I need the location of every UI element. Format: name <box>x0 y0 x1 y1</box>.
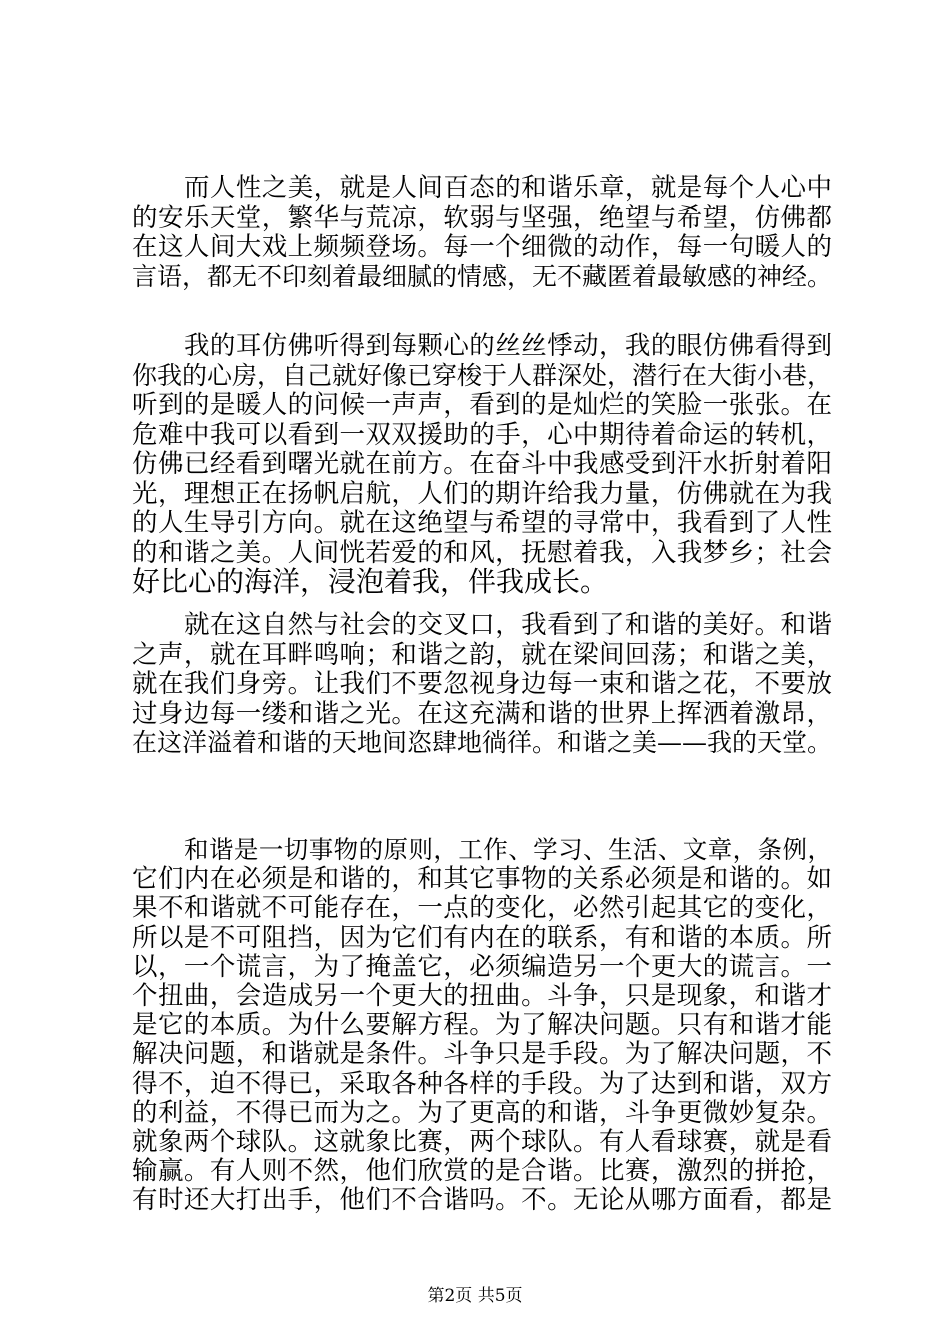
paragraph-line: 言语，都无不印刻着最细腻的情感，无不藏匿着最敏感的神经。 <box>132 262 833 291</box>
paragraph-line: 光，理想正在扬帆启航，人们的期许给我力量，仿佛就在为我 <box>132 479 832 509</box>
paragraph-line: 个扭曲，会造成另一个更大的扭曲。斗争，只是现象，和谐才 <box>132 981 832 1011</box>
paragraph-line: 所以是不可阻挡，因为它们有内在的联系，有和谐的本质。所 <box>132 923 832 953</box>
paragraph-line: 的和谐之美。人间恍若爱的和风，抚慰着我，入我梦乡；社会 <box>132 538 832 568</box>
paragraph-line: 解决问题，和谐就是条件。斗争只是手段。为了解决问题，不 <box>132 1039 832 1069</box>
paragraph-line: 得不，迫不得已，采取各种各样的手段。为了达到和谐，双方 <box>132 1069 832 1099</box>
paragraph-line: 过身边每一缕和谐之光。在这充满和谐的世界上挥洒着激昂， <box>132 699 832 729</box>
paragraph-line: 它们内在必须是和谐的，和其它事物的关系必须是和谐的。如 <box>132 864 832 894</box>
paragraph-line: 以，一个谎言，为了掩盖它，必须编造另一个更大的谎言。一 <box>132 952 832 982</box>
paragraph-line: 就在这自然与社会的交叉口，我看到了和谐的美好。和谐 <box>184 610 832 640</box>
paragraph-line: 和谐是一切事物的原则，工作、学习、生活、文章，条例， <box>184 835 832 864</box>
paragraph-line: 危难中我可以看到一双双援助的手，心中期待着命运的转机， <box>132 420 832 450</box>
paragraph-line: 在这人间大戏上频频登场。每一个细微的动作，每一句暖人的 <box>132 232 832 262</box>
paragraph-line: 在这洋溢着和谐的天地间恣肆地徜徉。和谐之美——我的天堂。 <box>132 728 833 757</box>
paragraph-line: 我的耳仿佛听得到每颗心的丝丝悸动，我的眼仿佛看得到 <box>184 331 832 361</box>
paragraph-line: 的人生导引方向。就在这绝望与希望的寻常中，我看到了人性 <box>132 508 832 538</box>
paragraph-line: 之声，就在耳畔鸣响；和谐之韵，就在梁间回荡；和谐之美， <box>132 640 832 670</box>
paragraph-line: 是它的本质。为什么要解方程。为了解决问题。只有和谐才能 <box>132 1010 832 1040</box>
paragraph-line: 仿佛已经看到曙光就在前方。在奋斗中我感受到汗水折射着阳 <box>132 449 832 479</box>
paragraph-line: 而人性之美，就是人间百态的和谐乐章，就是每个人心中 <box>184 173 832 203</box>
paragraph-line: 听到的是暖人的问候一声声，看到的是灿烂的笑脸一张张。在 <box>132 390 832 420</box>
page-footer: 第2页 共5页 <box>427 1286 523 1306</box>
paragraph-line: 有时还大打出手，他们不合谐吗。不。无论从哪方面看，都是 <box>132 1185 832 1215</box>
paragraph-line: 你我的心房，自己就好像已穿梭于人群深处，潜行在大街小巷， <box>132 361 833 390</box>
paragraph-line: 就在我们身旁。让我们不要忽视身边每一束和谐之花，不要放 <box>132 669 832 699</box>
paragraph-line: 的安乐天堂，繁华与荒凉，软弱与坚强，绝望与希望，仿佛都 <box>132 203 832 233</box>
paragraph-line: 果不和谐就不可能存在，一点的变化，必然引起其它的变化， <box>132 893 832 923</box>
paragraph-line: 输赢。有人则不然，他们欣赏的是合谐。比赛，激烈的拼抢， <box>132 1156 832 1186</box>
paragraph-line: 的利益，不得已而为之。为了更高的和谐，斗争更微妙复杂。 <box>132 1098 832 1128</box>
paragraph-line: 就象两个球队。这就象比赛，两个球队。有人看球赛，就是看 <box>132 1127 832 1157</box>
paragraph-line: 好比心的海洋，浸泡着我，伴我成长。 <box>132 565 609 598</box>
